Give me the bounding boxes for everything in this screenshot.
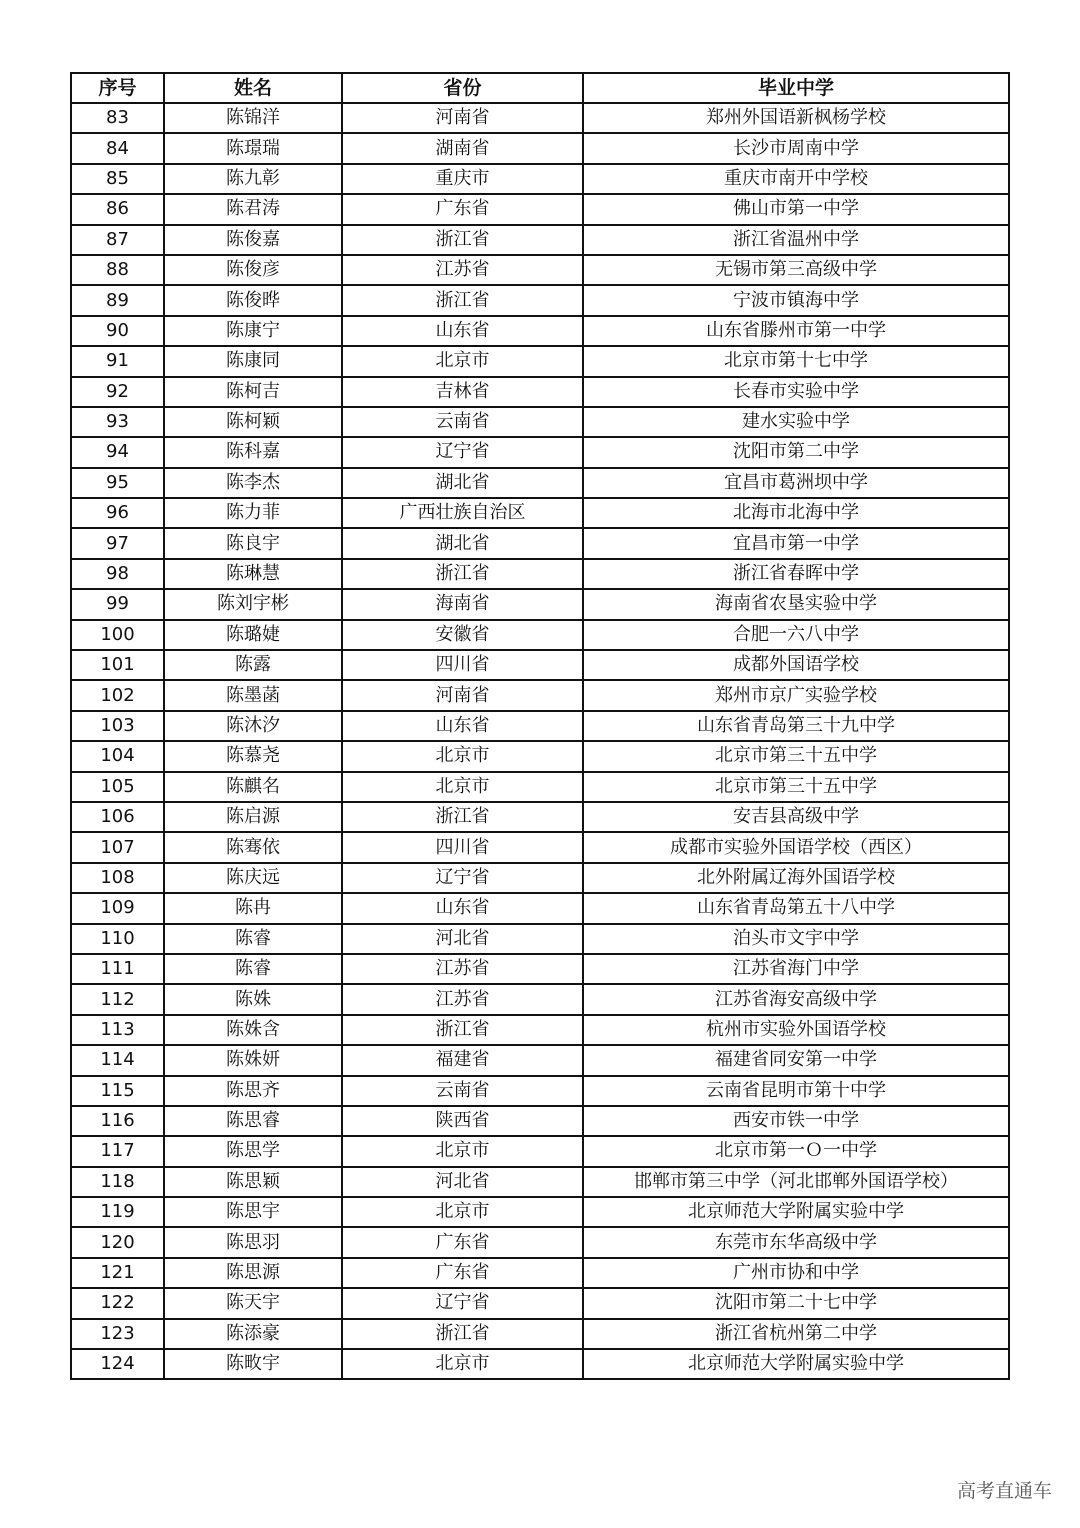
cell-name: 陈墨菡 (164, 680, 342, 710)
cell-school: 宜昌市葛洲坝中学 (583, 468, 1009, 498)
cell-name: 陈康同 (164, 346, 342, 376)
table-row (71, 437, 1009, 467)
cell-name: 陈康宁 (164, 316, 342, 346)
cell-province: 北京市 (342, 741, 583, 771)
cell-index: 124 (71, 1349, 164, 1379)
cell-name: 陈九彰 (164, 164, 342, 194)
header-row (71, 73, 1009, 103)
cell-name: 陈睿 (164, 954, 342, 984)
cell-name: 陈思学 (164, 1136, 342, 1166)
cell-province: 北京市 (342, 1136, 583, 1166)
table-row (71, 1319, 1009, 1349)
cell-province: 广西壮族自治区 (342, 498, 583, 528)
cell-name: 陈力菲 (164, 498, 342, 528)
table-row (71, 1167, 1009, 1197)
cell-province: 海南省 (342, 589, 583, 619)
cell-index: 104 (71, 741, 164, 771)
cell-index: 90 (71, 316, 164, 346)
cell-province: 北京市 (342, 346, 583, 376)
cell-name: 陈李杰 (164, 468, 342, 498)
header-index: 序号 (71, 73, 164, 103)
table-row (71, 893, 1009, 923)
cell-index: 91 (71, 346, 164, 376)
cell-index: 115 (71, 1076, 164, 1106)
header-name: 姓名 (164, 73, 342, 103)
cell-province: 湖北省 (342, 528, 583, 558)
cell-index: 93 (71, 407, 164, 437)
cell-index: 111 (71, 954, 164, 984)
cell-index: 119 (71, 1197, 164, 1227)
cell-index: 100 (71, 620, 164, 650)
cell-name: 陈柯颖 (164, 407, 342, 437)
cell-index: 117 (71, 1136, 164, 1166)
cell-school: 郑州市京广实验学校 (583, 680, 1009, 710)
cell-school: 沈阳市第二十七中学 (583, 1288, 1009, 1318)
table-row (71, 498, 1009, 528)
cell-school: 建水实验中学 (583, 407, 1009, 437)
cell-province: 福建省 (342, 1045, 583, 1075)
cell-school: 福建省同安第一中学 (583, 1045, 1009, 1075)
table-row (71, 802, 1009, 832)
cell-index: 101 (71, 650, 164, 680)
table-row (71, 1288, 1009, 1318)
cell-province: 河南省 (342, 680, 583, 710)
table-row (71, 650, 1009, 680)
cell-province: 广东省 (342, 1258, 583, 1288)
table-row (71, 711, 1009, 741)
table-row (71, 1045, 1009, 1075)
cell-province: 四川省 (342, 650, 583, 680)
cell-school: 沈阳市第二中学 (583, 437, 1009, 467)
table-row (71, 1106, 1009, 1136)
cell-index: 108 (71, 863, 164, 893)
cell-index: 107 (71, 832, 164, 862)
cell-province: 山东省 (342, 316, 583, 346)
cell-name: 陈俊晔 (164, 285, 342, 315)
cell-index: 86 (71, 194, 164, 224)
student-table (70, 72, 1010, 1380)
cell-school: 北京市第十七中学 (583, 346, 1009, 376)
table-row (71, 225, 1009, 255)
cell-province: 浙江省 (342, 225, 583, 255)
table-row (71, 620, 1009, 650)
cell-index: 85 (71, 164, 164, 194)
cell-index: 106 (71, 802, 164, 832)
cell-name: 陈睿 (164, 924, 342, 954)
cell-province: 四川省 (342, 832, 583, 862)
cell-school: 北外附属辽海外国语学校 (583, 863, 1009, 893)
cell-index: 121 (71, 1258, 164, 1288)
cell-school: 郑州外国语新枫杨学校 (583, 103, 1009, 133)
cell-province: 山东省 (342, 711, 583, 741)
cell-index: 116 (71, 1106, 164, 1136)
cell-index: 89 (71, 285, 164, 315)
cell-index: 120 (71, 1227, 164, 1257)
cell-province: 江苏省 (342, 255, 583, 285)
cell-school: 广州市协和中学 (583, 1258, 1009, 1288)
cell-name: 陈科嘉 (164, 437, 342, 467)
cell-province: 浙江省 (342, 1319, 583, 1349)
cell-name: 陈柯吉 (164, 377, 342, 407)
cell-name: 陈思齐 (164, 1076, 342, 1106)
table-row (71, 680, 1009, 710)
cell-province: 北京市 (342, 772, 583, 802)
table-row (71, 468, 1009, 498)
cell-index: 95 (71, 468, 164, 498)
cell-school: 北海市北海中学 (583, 498, 1009, 528)
cell-index: 113 (71, 1015, 164, 1045)
table-row (71, 954, 1009, 984)
cell-province: 河北省 (342, 924, 583, 954)
cell-province: 山东省 (342, 893, 583, 923)
cell-name: 陈思羽 (164, 1227, 342, 1257)
cell-province: 辽宁省 (342, 863, 583, 893)
cell-name: 陈良宇 (164, 528, 342, 558)
table-row (71, 103, 1009, 133)
cell-index: 109 (71, 893, 164, 923)
table-row (71, 133, 1009, 163)
cell-school: 江苏省海门中学 (583, 954, 1009, 984)
cell-name: 陈露 (164, 650, 342, 680)
table-row (71, 316, 1009, 346)
table-row (71, 1197, 1009, 1227)
cell-index: 123 (71, 1319, 164, 1349)
cell-school: 山东省滕州市第一中学 (583, 316, 1009, 346)
table-row (71, 1349, 1009, 1379)
cell-province: 安徽省 (342, 620, 583, 650)
cell-school: 重庆市南开中学校 (583, 164, 1009, 194)
cell-index: 105 (71, 772, 164, 802)
cell-name: 陈慕尧 (164, 741, 342, 771)
table-row (71, 528, 1009, 558)
cell-school: 合肥一六八中学 (583, 620, 1009, 650)
cell-index: 112 (71, 984, 164, 1014)
table-body (71, 103, 1009, 1379)
cell-index: 103 (71, 711, 164, 741)
cell-name: 陈思宇 (164, 1197, 342, 1227)
cell-index: 122 (71, 1288, 164, 1318)
cell-school: 江苏省海安高级中学 (583, 984, 1009, 1014)
table-row (71, 1258, 1009, 1288)
cell-index: 102 (71, 680, 164, 710)
cell-province: 湖北省 (342, 468, 583, 498)
cell-school: 邯郸市第三中学（河北邯郸外国语学校） (583, 1167, 1009, 1197)
cell-name: 陈畋宇 (164, 1349, 342, 1379)
cell-province: 重庆市 (342, 164, 583, 194)
cell-index: 96 (71, 498, 164, 528)
header-province: 省份 (342, 73, 583, 103)
cell-index: 118 (71, 1167, 164, 1197)
cell-school: 北京市第三十五中学 (583, 741, 1009, 771)
cell-index: 110 (71, 924, 164, 954)
cell-school: 浙江省春晖中学 (583, 559, 1009, 589)
cell-name: 陈启源 (164, 802, 342, 832)
cell-name: 陈俊彦 (164, 255, 342, 285)
cell-province: 辽宁省 (342, 437, 583, 467)
cell-index: 99 (71, 589, 164, 619)
cell-index: 84 (71, 133, 164, 163)
table-row (71, 832, 1009, 862)
cell-school: 云南省昆明市第十中学 (583, 1076, 1009, 1106)
cell-province: 河南省 (342, 103, 583, 133)
cell-province: 江苏省 (342, 984, 583, 1014)
cell-index: 88 (71, 255, 164, 285)
cell-name: 陈俊嘉 (164, 225, 342, 255)
cell-school: 宜昌市第一中学 (583, 528, 1009, 558)
cell-school: 山东省青岛第五十八中学 (583, 893, 1009, 923)
cell-name: 陈庆远 (164, 863, 342, 893)
cell-name: 陈君涛 (164, 194, 342, 224)
cell-school: 长沙市周南中学 (583, 133, 1009, 163)
table-row (71, 863, 1009, 893)
cell-name: 陈琳慧 (164, 559, 342, 589)
table-row (71, 346, 1009, 376)
cell-school: 杭州市实验外国语学校 (583, 1015, 1009, 1045)
cell-name: 陈姝含 (164, 1015, 342, 1045)
cell-name: 陈思源 (164, 1258, 342, 1288)
table-row (71, 1015, 1009, 1045)
cell-school: 浙江省温州中学 (583, 225, 1009, 255)
table-row (71, 1136, 1009, 1166)
cell-name: 陈骞依 (164, 832, 342, 862)
cell-province: 浙江省 (342, 802, 583, 832)
table-row (71, 589, 1009, 619)
cell-province: 浙江省 (342, 559, 583, 589)
cell-province: 云南省 (342, 1076, 583, 1106)
cell-province: 云南省 (342, 407, 583, 437)
cell-name: 陈刘宇彬 (164, 589, 342, 619)
cell-index: 83 (71, 103, 164, 133)
cell-name: 陈姝 (164, 984, 342, 1014)
cell-school: 山东省青岛第三十九中学 (583, 711, 1009, 741)
cell-province: 浙江省 (342, 1015, 583, 1045)
cell-school: 北京市第一Ｏ一中学 (583, 1136, 1009, 1166)
table-row (71, 407, 1009, 437)
watermark-text: 高考直通车 (956, 1480, 1052, 1502)
cell-name: 陈添豪 (164, 1319, 342, 1349)
header-school: 毕业中学 (583, 73, 1009, 103)
cell-school: 无锡市第三高级中学 (583, 255, 1009, 285)
cell-province: 广东省 (342, 194, 583, 224)
cell-name: 陈沐汐 (164, 711, 342, 741)
cell-school: 北京市第三十五中学 (583, 772, 1009, 802)
table-row (71, 285, 1009, 315)
cell-name: 陈麒名 (164, 772, 342, 802)
cell-province: 北京市 (342, 1349, 583, 1379)
cell-province: 湖南省 (342, 133, 583, 163)
cell-school: 安吉县高级中学 (583, 802, 1009, 832)
cell-school: 泊头市文宇中学 (583, 924, 1009, 954)
cell-province: 河北省 (342, 1167, 583, 1197)
cell-school: 北京师范大学附属实验中学 (583, 1349, 1009, 1379)
cell-school: 北京师范大学附属实验中学 (583, 1197, 1009, 1227)
table-row (71, 772, 1009, 802)
cell-province: 北京市 (342, 1197, 583, 1227)
cell-name: 陈璐婕 (164, 620, 342, 650)
cell-index: 94 (71, 437, 164, 467)
cell-school: 佛山市第一中学 (583, 194, 1009, 224)
cell-province: 辽宁省 (342, 1288, 583, 1318)
cell-school: 浙江省杭州第二中学 (583, 1319, 1009, 1349)
table-row (71, 1227, 1009, 1257)
cell-province: 江苏省 (342, 954, 583, 984)
cell-name: 陈思颖 (164, 1167, 342, 1197)
cell-school: 成都外国语学校 (583, 650, 1009, 680)
cell-index: 114 (71, 1045, 164, 1075)
table-row (71, 194, 1009, 224)
cell-name: 陈天宇 (164, 1288, 342, 1318)
cell-school: 东莞市东华高级中学 (583, 1227, 1009, 1257)
cell-index: 92 (71, 377, 164, 407)
cell-index: 98 (71, 559, 164, 589)
cell-name: 陈思睿 (164, 1106, 342, 1136)
cell-index: 87 (71, 225, 164, 255)
cell-name: 陈璟瑞 (164, 133, 342, 163)
cell-name: 陈锦洋 (164, 103, 342, 133)
cell-school: 西安市铁一中学 (583, 1106, 1009, 1136)
cell-province: 浙江省 (342, 285, 583, 315)
table-row (71, 377, 1009, 407)
table-row (71, 164, 1009, 194)
cell-school: 宁波市镇海中学 (583, 285, 1009, 315)
cell-school: 海南省农垦实验中学 (583, 589, 1009, 619)
cell-school: 长春市实验中学 (583, 377, 1009, 407)
table-row (71, 559, 1009, 589)
table-row (71, 255, 1009, 285)
cell-province: 广东省 (342, 1227, 583, 1257)
cell-index: 97 (71, 528, 164, 558)
cell-province: 吉林省 (342, 377, 583, 407)
cell-province: 陕西省 (342, 1106, 583, 1136)
cell-name: 陈姝妍 (164, 1045, 342, 1075)
cell-name: 陈冉 (164, 893, 342, 923)
table-row (71, 1076, 1009, 1106)
table-row (71, 984, 1009, 1014)
table-row (71, 924, 1009, 954)
cell-school: 成都市实验外国语学校（西区） (583, 832, 1009, 862)
table-row (71, 741, 1009, 771)
